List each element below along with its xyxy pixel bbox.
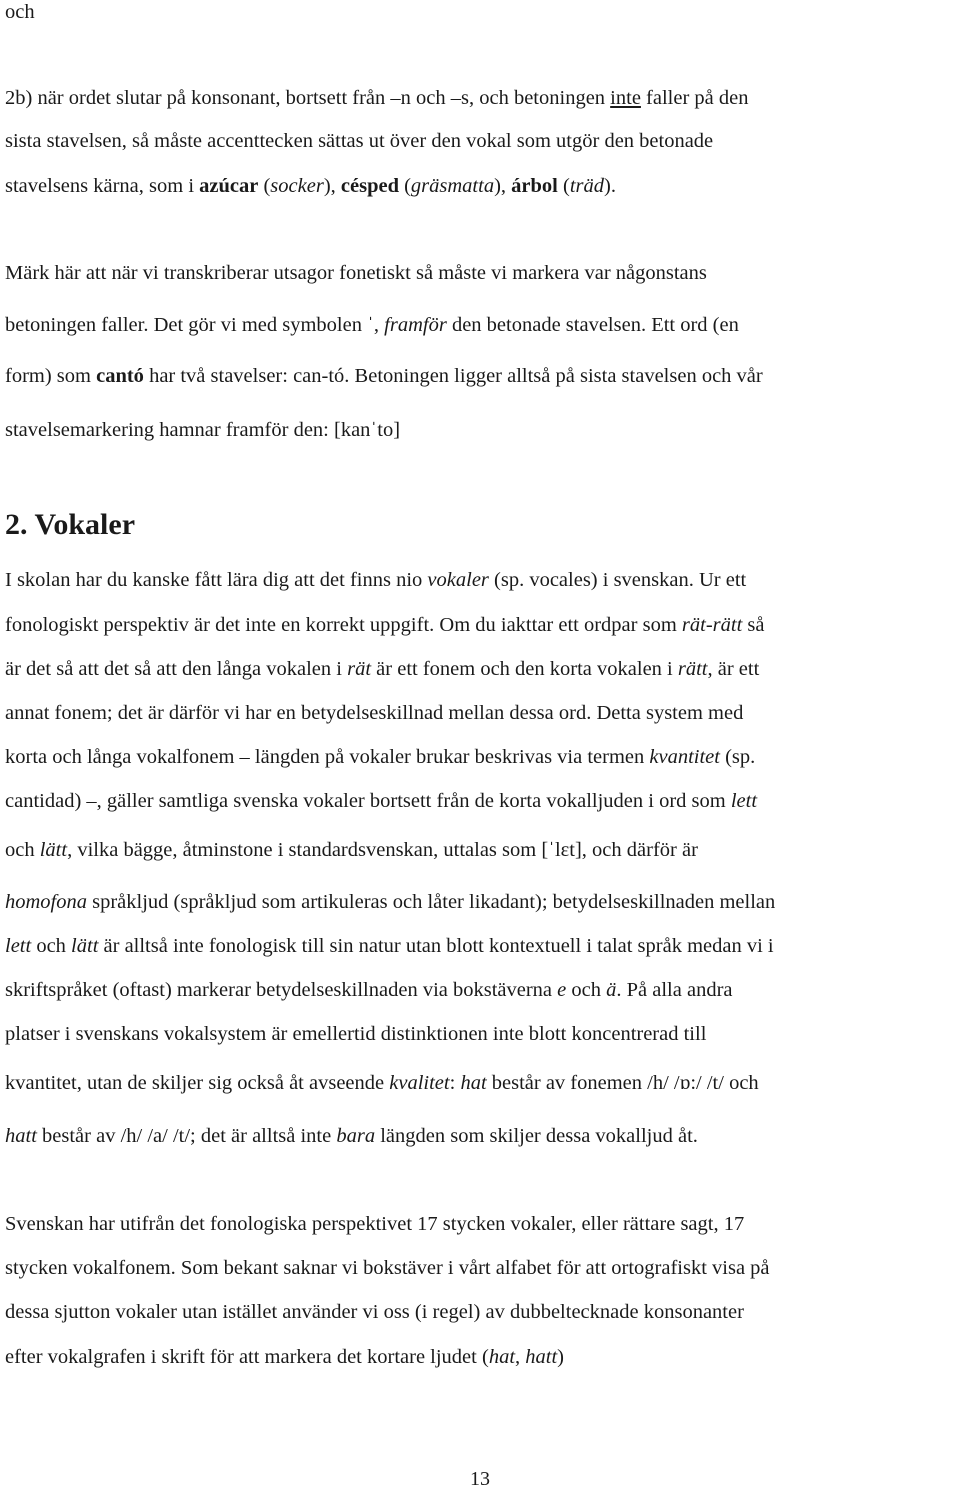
p1-line-3: stavelsens kärna, som i azúcar (socker), césped (gräsmatta), árbol (träd). [5,175,616,197]
section-heading: 2. Vokaler [5,508,136,541]
p3-line-9: lett och lätt är alltså inte fonologisk till sin natur utan blott kontextuell i talat språk medan vi i [5,935,774,957]
p3-line-11: platser i svenskans vokalsystem är emellertid distinktionen inte blott koncentrerad till [5,1023,707,1045]
p4-line-2: stycken vokalfonem. Som bekant saknar vi bokstäver i vårt alfabet för att ortografiskt visa på [5,1257,770,1279]
p2-line-1: Märk här att när vi transkriberar utsagor fonetiskt så måste vi markera var någonstans [5,262,707,284]
p3-line-13: hatt består av /h/ /a/ /t/; det är alltså inte bara längden som skiljer dessa vokalljud åt. [5,1125,698,1147]
p4-line-4: efter vokalgrafen i skrift för att markera det kortare ljudet (hat, hatt) [5,1346,564,1368]
p3-line-7: och lätt, vilka bägge, åtminstone i standardsvenskan, uttalas som [ˈlɛt], och därför är [5,839,698,861]
p1-line-1: 2b) när ordet slutar på konsonant, bortsett från –n och –s, och betoningen inte faller på den [5,87,749,109]
p3-line-4: annat fonem; det är därför vi har en betydelseskillnad mellan dessa ord. Detta system med [5,702,744,724]
p4-line-1: Svenskan har utifrån det fonologiska perspektivet 17 stycken vokaler, eller rättare sagt, 17 [5,1213,745,1235]
p4-line-3: dessa sjutton vokaler utan istället använder vi oss (i regel) av dubbeltecknade konsonanter [5,1301,744,1323]
p3-line-1: I skolan har du kanske fått lära dig att det finns nio vokaler (sp. vocales) i svenskan. Ur ett [5,569,747,591]
p3-line-5: korta och långa vokalfonem – längden på vokaler brukar beskrivas via termen kvantitet (sp. [5,746,756,768]
p2-line-3: form) som cantó har två stavelser: can-tó. Betoningen ligger alltså på sista stavelsen och vår [5,365,763,387]
p3-line-10: skriftspråket (oftast) markerar betydelseskillnaden via bokstäverna e och ä. På alla andra [5,979,733,1001]
p3-line-8: homofona språkljud (språkljud som artikuleras och låter likadant); betydelseskillnaden mellan [5,891,776,913]
p3-line-3: är det så att det så att den långa vokalen i rät är ett fonem och den korta vokalen i rätt, är ett [5,658,760,680]
page-number: 13 [470,1468,490,1490]
p3-line-12: kvantitet, utan de skiljer sig också åt avseende kvalitet: hat består av fonemen /h/ /ɒ:/ /t/ och [5,1072,759,1094]
p3-line-2: fonologiskt perspektiv är det inte en korrekt uppgift. Om du iakttar ett ordpar som rät-rätt så [5,614,765,636]
p3-line-6: cantidad) –, gäller samtliga svenska vokaler bortsett från de korta vokalljuden i ord som lett [5,790,758,812]
p2-line-4: stavelsemarkering hamnar framför den: [kanˈto] [5,419,401,441]
top-fragment: och [5,1,35,23]
p1-line-2: sista stavelsen, så måste accenttecken sättas ut över den vokal som utgör den betonade [5,130,714,152]
p2-line-2: betoningen faller. Det gör vi med symbolen ˈ, framför den betonade stavelsen. Ett ord (en [5,314,739,336]
